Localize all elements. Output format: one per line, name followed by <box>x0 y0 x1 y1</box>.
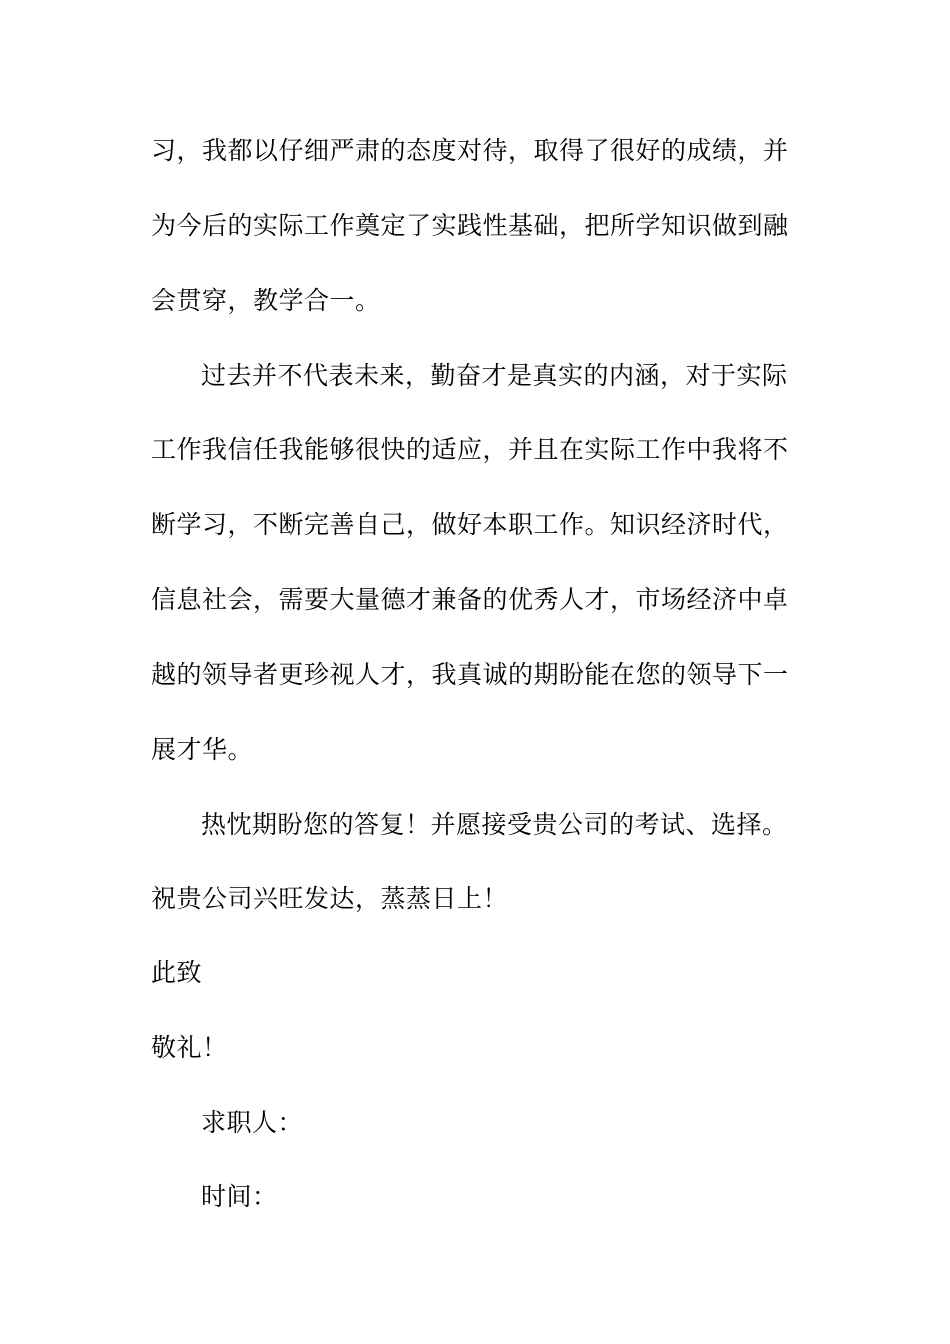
paragraph-line: 展才华。 <box>151 735 254 764</box>
paragraph-line: 工作我信任我能够很快的适应，并且在实际工作中我将不 <box>151 435 789 464</box>
closing-line: 此致 <box>151 958 203 987</box>
paragraph-line: 祝贵公司兴旺发达，蒸蒸日上！ <box>151 884 509 913</box>
paragraph-line: 热忱期盼您的答复！并愿接受贵公司的考试、选择。 <box>201 810 788 839</box>
paragraph-line: 信息社会，需要大量德才兼备的优秀人才，市场经济中卓 <box>151 585 789 614</box>
paragraph-line: 越的领导者更珍视人才，我真诚的期盼能在您的领导下一 <box>151 660 789 689</box>
date-label: 时间： <box>201 1182 278 1211</box>
paragraph-line: 断学习，不断完善自己，做好本职工作。知识经济时代， <box>151 510 789 539</box>
paragraph-line: 会贯穿，教学合一。 <box>151 286 381 315</box>
closing-line: 敬礼！ <box>151 1033 228 1062</box>
paragraph-line: 习，我都以仔细严肃的态度对待，取得了很好的成绩，并 <box>151 136 789 165</box>
paragraph-line: 为今后的实际工作奠定了实践性基础，把所学知识做到融 <box>151 211 789 240</box>
paragraph-line: 过去并不代表未来，勤奋才是真实的内涵，对于实际 <box>201 361 788 390</box>
applicant-label: 求职人： <box>201 1108 304 1137</box>
